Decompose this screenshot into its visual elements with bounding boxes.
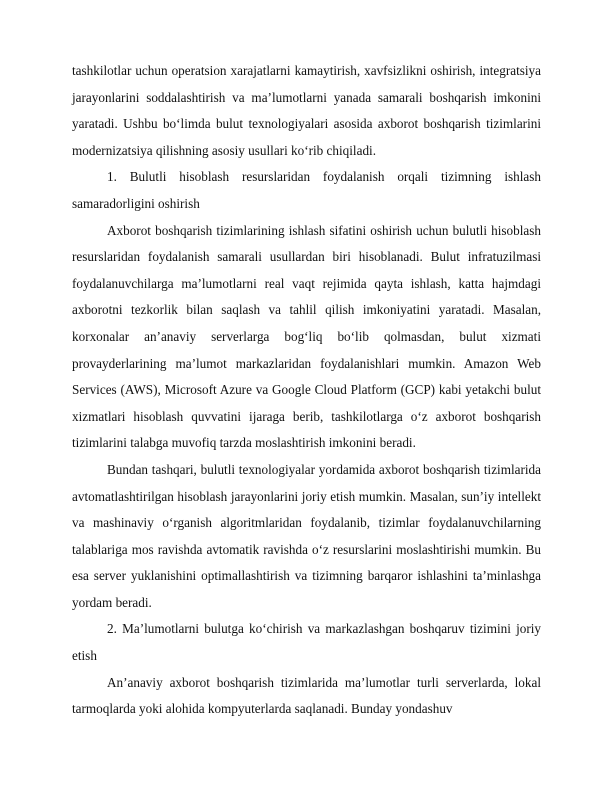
paragraph-intro-continuation: tashkilotlar uchun operatsion xarajatlarni kamaytirish, xavfsizlikni oshirish, integratsiya jarayonlarini soddalashtirish va ma’lumotlarni yanada samarali boshqarish imkonini yaratadi. Ushbu bo‘limda bulut texnologiyalari asosida axborot boshqarish tizimlarini modernizatsiya qilishning asosiy usullari ko‘rib chiqiladi. [72, 63, 541, 158]
document-page [72, 58, 541, 723]
paragraph-automation: Bundan tashqari, bulutli texnologiyalar yordamida axborot boshqarish tizimlarida avtomatlashtirilgan hisoblash jarayonlarini joriy etish mumkin. Masalan, sun’iy intellekt va mashinaviy o‘rganish algoritmlaridan foydalanib, tizimlar foydalanuvchilarning talablariga mos ravishda avtomatik ravishda o‘z resurslarini moslashtirishi mumkin. Bu esa server yuklanishini optimallashtirish va tizimning barqaror ishlashini ta’minlashga yordam beradi. [72, 461, 541, 610]
paragraph-data-migration: An’anaviy axborot boshqarish tizimlarida ma’lumotlar turli serverlarda, lokal tarmoqlarda yoki alohida kompyuterlarda saqlanadi. Bunday yondashuv [72, 674, 541, 717]
section-heading-1: 1. Bulutli hisoblash resurslaridan foydalanish orqali tizimning ishlash samaradorligini oshirish [72, 169, 541, 211]
section-heading-2: 2. Ma’lumotlarni bulutga ko‘chirish va markazlashgan boshqaruv tizimini joriy etish [72, 621, 541, 664]
paragraph-cloud-resources: Axborot boshqarish tizimlarining ishlash sifatini oshirish uchun bulutli hisoblash resurslaridan foydalanish samarali usullardan biri hisoblanadi. Bulut infratuzilmasi foydalanuvchilarga ma’lumotlarni real vaqt rejimida qayta ishlash, katta hajmdagi axborotni tezkorlik bilan saqlash va tahlil qilish imkoniyatini yaratadi. Masalan, korxonalar an’anaviy serverlarga bog‘liq bo‘lib qolmasdan, bulut xizmati provayderlarining ma’lumot markazlaridan foydalanishlari mumkin. Amazon Web Services (AWS), Microsoft Azure va Google Cloud Platform (GCP) kabi yetakchi bulut xizmatlari hisoblash quvvatini ijaraga berib, tashkilotlarga o‘z axborot boshqarish tizimlarini talabga muvofiq tarzda moslashtirish imkonini beradi. [72, 222, 541, 451]
